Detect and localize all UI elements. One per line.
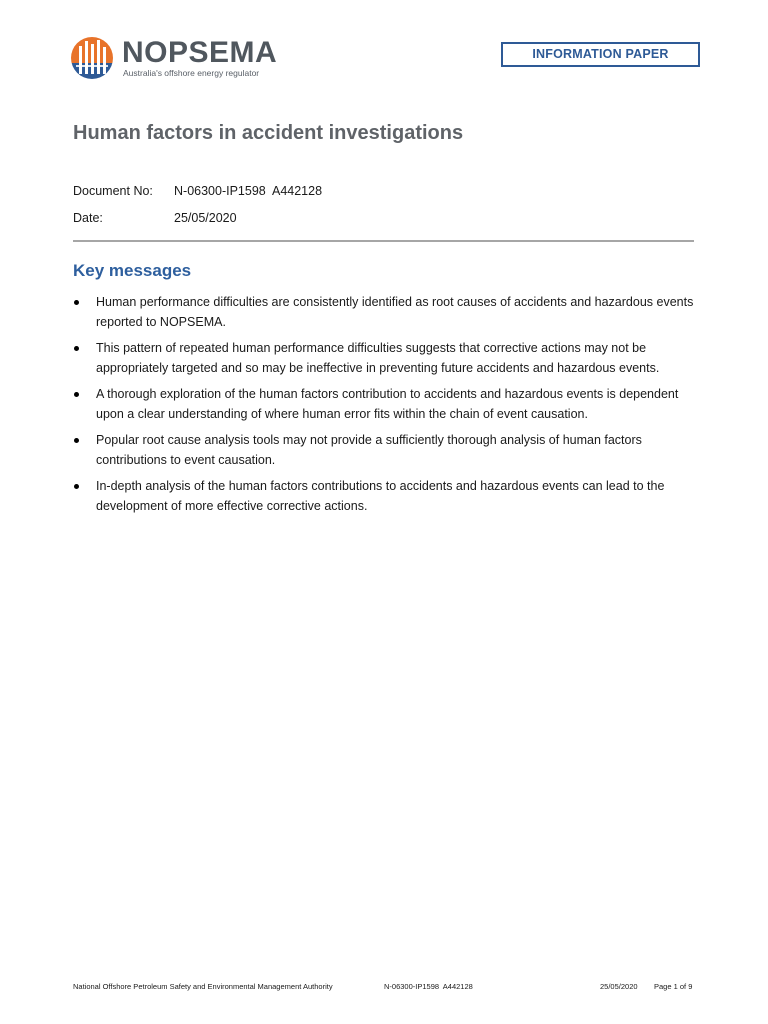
- bullet-icon: [74, 438, 79, 443]
- list-item: [73, 385, 698, 424]
- footer-page-number: Page 1 of 9: [654, 982, 693, 991]
- bullet-icon: [74, 346, 79, 351]
- footer-date: 25/05/2020: [600, 982, 638, 991]
- bullet-icon: [74, 392, 79, 397]
- document-number-value: N-06300-IP1598 A442128: [174, 184, 323, 198]
- logo-wordmark: NOPSEMA: [122, 36, 278, 69]
- footer-document-ref: N-06300-IP1598 A442128: [384, 982, 473, 991]
- logo-tagline: Australia's offshore energy regulator: [123, 68, 260, 78]
- list-item-text: Human performance difficulties are consistently identified as root causes of accidents and hazardous events reported to NOPSEMA.: [96, 295, 694, 329]
- list-item-text: A thorough exploration of the human factors contribution to accidents and hazardous events is dependent upon a clear understanding of where human error fits within the chain of event causation.: [96, 387, 679, 421]
- bullet-icon: [74, 300, 79, 305]
- nopsema-logo: [70, 36, 290, 82]
- list-item-text: This pattern of repeated human performance difficulties suggests that corrective actions may not be appropriately targeted and so may be ineffective in preventing future accidents and hazardous events.: [96, 341, 660, 375]
- date-row: [73, 211, 237, 225]
- key-messages-list: [73, 293, 698, 523]
- list-item: [73, 339, 698, 378]
- key-messages-heading: Key messages: [73, 261, 192, 280]
- list-item: [73, 431, 698, 470]
- list-item: [73, 293, 698, 332]
- list-item-text: In-depth analysis of the human factors contributions to accidents and hazardous events can lead to the development of more effective corrective actions.: [96, 479, 665, 513]
- date-value: 25/05/2020: [174, 211, 237, 225]
- document-number-row: [73, 184, 322, 198]
- header-divider: [73, 240, 694, 242]
- nopsema-logo-icon: [70, 36, 114, 80]
- list-item: [73, 477, 698, 516]
- list-item-text: Popular root cause analysis tools may not provide a sufficiently thorough analysis of human factors contributions to event causation.: [96, 433, 642, 467]
- bullet-icon: [74, 484, 79, 489]
- footer-authority: National Offshore Petroleum Safety and Environmental Management Authority: [73, 982, 333, 991]
- date-label: Date:: [73, 211, 103, 225]
- page-title: Human factors in accident investigations: [73, 122, 464, 144]
- document-number-label: Document No:: [73, 184, 153, 198]
- document-type-badge: INFORMATION PAPER: [501, 42, 700, 67]
